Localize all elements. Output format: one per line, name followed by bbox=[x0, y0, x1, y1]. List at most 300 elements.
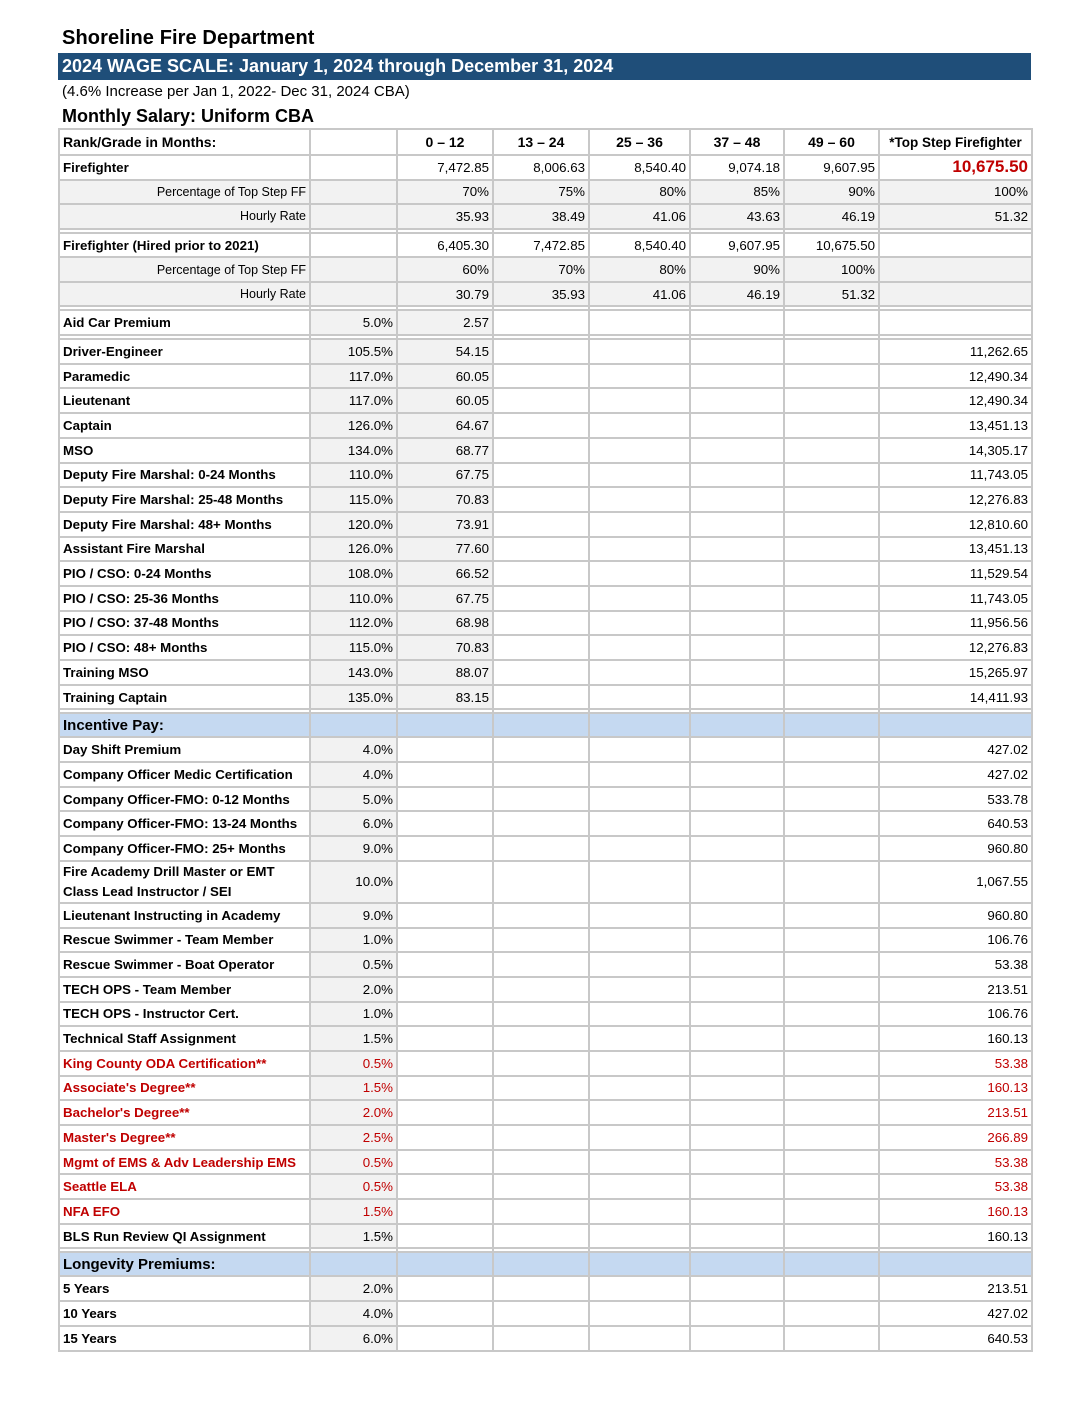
empty-cell bbox=[784, 861, 879, 903]
empty-cell bbox=[690, 487, 784, 512]
empty-cell bbox=[493, 364, 589, 389]
top-step-salary: 10,675.50 bbox=[879, 155, 1032, 180]
empty-cell bbox=[493, 737, 589, 762]
pct-step-2: 70% bbox=[493, 257, 589, 282]
row-hourly: 64.67 bbox=[397, 413, 493, 438]
row-label: Lieutenant bbox=[59, 388, 310, 413]
empty-cell bbox=[493, 811, 589, 836]
empty-cell bbox=[589, 635, 690, 660]
empty-cell bbox=[690, 811, 784, 836]
salary-step-1: 7,472.85 bbox=[397, 155, 493, 180]
empty-cell bbox=[589, 1326, 690, 1351]
empty-cell bbox=[784, 635, 879, 660]
empty-cell bbox=[690, 660, 784, 685]
empty-cell bbox=[690, 977, 784, 1002]
table-row-pio-cso-37-48-months bbox=[59, 611, 1032, 636]
hourly-step-1: 35.93 bbox=[397, 204, 493, 229]
table-row-tech-ops-team-member bbox=[59, 977, 1032, 1002]
empty-cell bbox=[493, 1076, 589, 1101]
row-label: Hourly Rate bbox=[59, 282, 310, 307]
empty-cell bbox=[690, 537, 784, 562]
row-pct: 115.0% bbox=[310, 487, 397, 512]
row-label: Percentage of Top Step FF bbox=[59, 257, 310, 282]
row-hourly: 73.91 bbox=[397, 512, 493, 537]
table-row-ff-prior-percentage bbox=[59, 257, 1032, 282]
empty-cell bbox=[784, 1026, 879, 1051]
empty-cell bbox=[397, 713, 493, 737]
empty-cell bbox=[493, 586, 589, 611]
ranks-section bbox=[59, 339, 1032, 713]
row-pct bbox=[310, 180, 397, 205]
row-pct: 4.0% bbox=[310, 737, 397, 762]
row-hourly: 2.57 bbox=[397, 310, 493, 335]
row-label: Master's Degree** bbox=[59, 1125, 310, 1150]
row-label: Company Officer Medic Certification bbox=[59, 762, 310, 787]
hourly-top: 51.32 bbox=[879, 204, 1032, 229]
empty-cell bbox=[784, 339, 879, 364]
row-monthly: 53.38 bbox=[879, 1150, 1032, 1175]
row-label: Training MSO bbox=[59, 660, 310, 685]
table-row-rescue-swimmer-boat-operator bbox=[59, 952, 1032, 977]
empty-cell bbox=[589, 737, 690, 762]
empty-cell bbox=[690, 1076, 784, 1101]
empty-cell bbox=[589, 1002, 690, 1027]
empty-cell bbox=[690, 1100, 784, 1125]
pct-step-3: 80% bbox=[589, 257, 690, 282]
empty-cell bbox=[589, 339, 690, 364]
row-pct: 108.0% bbox=[310, 561, 397, 586]
row-pct: 1.5% bbox=[310, 1076, 397, 1101]
empty-cell bbox=[784, 903, 879, 928]
row-pct: 135.0% bbox=[310, 685, 397, 710]
empty-cell bbox=[397, 1252, 493, 1276]
longevity-premiums-heading bbox=[59, 1252, 1032, 1276]
row-label: Mgmt of EMS & Adv Leadership EMS bbox=[59, 1150, 310, 1175]
empty-cell bbox=[589, 952, 690, 977]
empty-cell bbox=[397, 811, 493, 836]
row-label: Deputy Fire Marshal: 25-48 Months bbox=[59, 487, 310, 512]
row-pct: 112.0% bbox=[310, 611, 397, 636]
empty-cell bbox=[397, 1224, 493, 1249]
empty-cell bbox=[589, 611, 690, 636]
empty-cell bbox=[690, 512, 784, 537]
table-row-bachelor-s-degree bbox=[59, 1100, 1032, 1125]
empty-cell bbox=[493, 1002, 589, 1027]
empty-cell bbox=[784, 1276, 879, 1301]
empty-cell bbox=[690, 1276, 784, 1301]
row-label: Driver-Engineer bbox=[59, 339, 310, 364]
row-pct: 0.5% bbox=[310, 1051, 397, 1076]
row-pct: 1.5% bbox=[310, 1224, 397, 1249]
table-row-master-s-degree bbox=[59, 1125, 1032, 1150]
row-pct: 0.5% bbox=[310, 1174, 397, 1199]
row-pct: 2.5% bbox=[310, 1125, 397, 1150]
empty-cell bbox=[690, 611, 784, 636]
row-pct: 115.0% bbox=[310, 635, 397, 660]
empty-cell bbox=[397, 928, 493, 953]
empty-cell bbox=[589, 787, 690, 812]
empty-cell bbox=[589, 438, 690, 463]
hourly-step-4: 46.19 bbox=[690, 282, 784, 307]
empty-cell bbox=[493, 635, 589, 660]
table-row-firefighter-prior-2021 bbox=[59, 233, 1032, 258]
empty-cell bbox=[493, 1174, 589, 1199]
org-title: Shoreline Fire Department bbox=[62, 27, 315, 49]
empty-cell bbox=[784, 1100, 879, 1125]
empty-cell bbox=[784, 561, 879, 586]
empty-cell bbox=[589, 660, 690, 685]
table-row-lieutenant-instructing-in-academy bbox=[59, 903, 1032, 928]
empty-cell bbox=[589, 685, 690, 710]
table-row-nfa-efo bbox=[59, 1199, 1032, 1224]
row-label: PIO / CSO: 25-36 Months bbox=[59, 586, 310, 611]
header-pct bbox=[310, 129, 397, 155]
row-pct bbox=[310, 204, 397, 229]
top-step-salary bbox=[879, 233, 1032, 258]
row-label: Technical Staff Assignment bbox=[59, 1026, 310, 1051]
empty-cell bbox=[784, 1252, 879, 1276]
table-row-day-shift-premium bbox=[59, 737, 1032, 762]
row-label: Training Captain bbox=[59, 685, 310, 710]
empty-cell bbox=[589, 388, 690, 413]
header-top-step: *Top Step Firefighter bbox=[879, 129, 1032, 155]
row-pct: 126.0% bbox=[310, 537, 397, 562]
row-monthly: 15,265.97 bbox=[879, 660, 1032, 685]
row-monthly: 13,451.13 bbox=[879, 537, 1032, 562]
empty-cell bbox=[493, 1100, 589, 1125]
empty-cell bbox=[784, 1301, 879, 1326]
row-hourly: 83.15 bbox=[397, 685, 493, 710]
table-row-deputy-fire-marshal-0-24-months bbox=[59, 463, 1032, 488]
table-row-lieutenant bbox=[59, 388, 1032, 413]
empty-cell bbox=[784, 1150, 879, 1175]
empty-cell bbox=[690, 1002, 784, 1027]
empty-cell bbox=[690, 413, 784, 438]
empty-cell bbox=[493, 339, 589, 364]
table-row-mso bbox=[59, 438, 1032, 463]
empty-cell bbox=[493, 1224, 589, 1249]
empty-cell bbox=[493, 413, 589, 438]
row-label: Firefighter bbox=[59, 155, 310, 180]
empty-cell bbox=[784, 487, 879, 512]
table-row-longevity-10-years bbox=[59, 1301, 1032, 1326]
empty-cell bbox=[589, 512, 690, 537]
row-label: 5 Years bbox=[59, 1276, 310, 1301]
row-monthly: 12,490.34 bbox=[879, 388, 1032, 413]
empty-cell bbox=[397, 1276, 493, 1301]
row-hourly: 66.52 bbox=[397, 561, 493, 586]
empty-cell bbox=[784, 463, 879, 488]
empty-cell bbox=[690, 1026, 784, 1051]
wage-scale-page bbox=[58, 24, 1031, 1352]
table-row-firefighter bbox=[59, 155, 1032, 180]
row-label: PIO / CSO: 48+ Months bbox=[59, 635, 310, 660]
longevity-section bbox=[59, 1252, 1032, 1350]
hourly-step-5: 51.32 bbox=[784, 282, 879, 307]
empty-cell bbox=[397, 836, 493, 861]
table-row-fire-academy-drill-master-or-emt-class-lead-instructor-sei bbox=[59, 861, 1032, 903]
pct-top bbox=[879, 257, 1032, 282]
pct-step-4: 90% bbox=[690, 257, 784, 282]
empty-cell bbox=[784, 1051, 879, 1076]
empty-cell bbox=[690, 928, 784, 953]
empty-cell bbox=[397, 1326, 493, 1351]
empty-cell bbox=[690, 438, 784, 463]
table-row-pio-cso-0-24-months bbox=[59, 561, 1032, 586]
salary-step-4: 9,607.95 bbox=[690, 233, 784, 258]
header-step-5: 49 – 60 bbox=[784, 129, 879, 155]
empty-cell bbox=[589, 364, 690, 389]
empty-cell bbox=[397, 977, 493, 1002]
empty-cell bbox=[397, 952, 493, 977]
row-pct: 0.5% bbox=[310, 952, 397, 977]
row-pct: 9.0% bbox=[310, 836, 397, 861]
empty-cell bbox=[397, 1051, 493, 1076]
empty-cell bbox=[397, 1125, 493, 1150]
hourly-top bbox=[879, 282, 1032, 307]
empty-cell bbox=[397, 1199, 493, 1224]
row-label: Fire Academy Drill Master or EMT Class Lead Instructor / SEI bbox=[59, 861, 310, 903]
empty-cell bbox=[784, 1224, 879, 1249]
empty-cell bbox=[493, 487, 589, 512]
row-hourly: 60.05 bbox=[397, 388, 493, 413]
empty-cell bbox=[690, 861, 784, 903]
empty-cell bbox=[784, 660, 879, 685]
row-pct: 1.5% bbox=[310, 1199, 397, 1224]
empty-cell bbox=[493, 952, 589, 977]
table-row-company-officer-fmo-0-12-months bbox=[59, 787, 1032, 812]
empty-cell bbox=[690, 1125, 784, 1150]
empty-cell bbox=[589, 487, 690, 512]
empty-cell bbox=[493, 836, 589, 861]
row-label: Paramedic bbox=[59, 364, 310, 389]
row-monthly: 106.76 bbox=[879, 928, 1032, 953]
row-monthly: 53.38 bbox=[879, 1051, 1032, 1076]
hourly-step-1: 30.79 bbox=[397, 282, 493, 307]
row-pct: 1.0% bbox=[310, 1002, 397, 1027]
table-row-training-captain bbox=[59, 685, 1032, 710]
section-heading: Longevity Premiums: bbox=[59, 1252, 310, 1276]
empty-cell bbox=[493, 1051, 589, 1076]
empty-cell bbox=[784, 737, 879, 762]
row-monthly: 11,743.05 bbox=[879, 586, 1032, 611]
row-monthly: 960.80 bbox=[879, 903, 1032, 928]
row-label: BLS Run Review QI Assignment bbox=[59, 1224, 310, 1249]
hourly-step-5: 46.19 bbox=[784, 204, 879, 229]
row-label: TECH OPS - Team Member bbox=[59, 977, 310, 1002]
empty-cell bbox=[589, 1076, 690, 1101]
empty-cell bbox=[493, 537, 589, 562]
pct-step-3: 80% bbox=[589, 180, 690, 205]
empty-cell bbox=[784, 713, 879, 737]
empty-cell bbox=[784, 1125, 879, 1150]
table-row-ff-hourly bbox=[59, 204, 1032, 229]
row-monthly: 427.02 bbox=[879, 1301, 1032, 1326]
empty-cell bbox=[397, 1301, 493, 1326]
empty-cell bbox=[397, 1076, 493, 1101]
empty-cell bbox=[784, 762, 879, 787]
empty-cell bbox=[879, 713, 1032, 737]
row-monthly: 12,810.60 bbox=[879, 512, 1032, 537]
row-monthly: 11,262.65 bbox=[879, 339, 1032, 364]
empty-cell bbox=[589, 1301, 690, 1326]
header-step-3: 25 – 36 bbox=[589, 129, 690, 155]
empty-cell bbox=[690, 787, 784, 812]
empty-cell bbox=[397, 861, 493, 903]
empty-cell bbox=[690, 561, 784, 586]
row-monthly: 11,529.54 bbox=[879, 561, 1032, 586]
row-pct: 1.0% bbox=[310, 928, 397, 953]
hourly-step-3: 41.06 bbox=[589, 204, 690, 229]
row-pct: 134.0% bbox=[310, 438, 397, 463]
pct-step-5: 90% bbox=[784, 180, 879, 205]
row-label: Lieutenant Instructing in Academy bbox=[59, 903, 310, 928]
empty-cell bbox=[589, 1026, 690, 1051]
empty-cell bbox=[784, 438, 879, 463]
row-label: Percentage of Top Step FF bbox=[59, 180, 310, 205]
row-label: NFA EFO bbox=[59, 1199, 310, 1224]
empty-cell bbox=[690, 1150, 784, 1175]
empty-cell bbox=[589, 586, 690, 611]
row-pct: 126.0% bbox=[310, 413, 397, 438]
row-pct: 110.0% bbox=[310, 586, 397, 611]
row-monthly: 12,276.83 bbox=[879, 635, 1032, 660]
row-pct: 6.0% bbox=[310, 1326, 397, 1351]
row-monthly: 14,305.17 bbox=[879, 438, 1032, 463]
row-pct: 0.5% bbox=[310, 1150, 397, 1175]
row-hourly: 68.77 bbox=[397, 438, 493, 463]
table-row-ff-prior-hourly bbox=[59, 282, 1032, 307]
row-hourly: 67.75 bbox=[397, 586, 493, 611]
empty-cell bbox=[493, 928, 589, 953]
row-pct: 5.0% bbox=[310, 787, 397, 812]
table-row-longevity-5-years bbox=[59, 1276, 1032, 1301]
empty-cell bbox=[589, 762, 690, 787]
row-pct bbox=[310, 257, 397, 282]
empty-cell bbox=[589, 1125, 690, 1150]
empty-cell bbox=[493, 762, 589, 787]
table-row-king-county-oda-certification bbox=[59, 1051, 1032, 1076]
table-row-company-officer-fmo-25-months bbox=[59, 836, 1032, 861]
row-monthly: 11,956.56 bbox=[879, 611, 1032, 636]
empty-cell bbox=[589, 1150, 690, 1175]
empty-cell bbox=[690, 1051, 784, 1076]
row-label: Company Officer-FMO: 13-24 Months bbox=[59, 811, 310, 836]
row-pct: 117.0% bbox=[310, 364, 397, 389]
salary-step-2: 7,472.85 bbox=[493, 233, 589, 258]
empty-cell bbox=[690, 586, 784, 611]
empty-cell bbox=[589, 861, 690, 903]
empty-cell bbox=[589, 903, 690, 928]
row-monthly: 14,411.93 bbox=[879, 685, 1032, 710]
empty-cell bbox=[690, 713, 784, 737]
empty-cell bbox=[493, 1199, 589, 1224]
row-monthly: 427.02 bbox=[879, 737, 1032, 762]
row-pct: 9.0% bbox=[310, 903, 397, 928]
empty-cell bbox=[690, 1326, 784, 1351]
table-row-ff-percentage bbox=[59, 180, 1032, 205]
pct-step-5: 100% bbox=[784, 257, 879, 282]
row-pct: 2.0% bbox=[310, 977, 397, 1002]
header-rank-grade: Rank/Grade in Months: bbox=[59, 129, 310, 155]
empty-cell bbox=[690, 388, 784, 413]
empty-cell bbox=[784, 364, 879, 389]
row-pct: 120.0% bbox=[310, 512, 397, 537]
row-pct: 6.0% bbox=[310, 811, 397, 836]
empty-cell bbox=[493, 438, 589, 463]
empty-cell bbox=[589, 1276, 690, 1301]
table-row-driver-engineer bbox=[59, 339, 1032, 364]
empty-cell bbox=[690, 1301, 784, 1326]
row-label: King County ODA Certification** bbox=[59, 1051, 310, 1076]
empty-cell bbox=[493, 903, 589, 928]
empty-cell bbox=[784, 928, 879, 953]
empty-cell bbox=[690, 339, 784, 364]
empty-cell bbox=[589, 413, 690, 438]
row-monthly: 13,451.13 bbox=[879, 413, 1032, 438]
empty-cell bbox=[589, 561, 690, 586]
increase-note: (4.6% Increase per Jan 1, 2022- Dec 31, 2024 CBA) bbox=[62, 83, 410, 100]
row-monthly: 533.78 bbox=[879, 787, 1032, 812]
empty-cell bbox=[310, 1252, 397, 1276]
row-hourly: 60.05 bbox=[397, 364, 493, 389]
row-pct: 10.0% bbox=[310, 861, 397, 903]
row-pct: 5.0% bbox=[310, 310, 397, 335]
empty-cell bbox=[493, 512, 589, 537]
row-label: Assistant Fire Marshal bbox=[59, 537, 310, 562]
row-hourly: 77.60 bbox=[397, 537, 493, 562]
table-row-deputy-fire-marshal-25-48-months bbox=[59, 487, 1032, 512]
row-monthly: 160.13 bbox=[879, 1076, 1032, 1101]
pct-step-4: 85% bbox=[690, 180, 784, 205]
empty-cell bbox=[493, 1326, 589, 1351]
empty-cell bbox=[690, 762, 784, 787]
row-monthly: 213.51 bbox=[879, 977, 1032, 1002]
empty-cell bbox=[493, 660, 589, 685]
table-row-pio-cso-48-months bbox=[59, 635, 1032, 660]
empty-cell bbox=[397, 787, 493, 812]
empty-cell bbox=[690, 1252, 784, 1276]
empty-cell bbox=[690, 737, 784, 762]
row-monthly: 160.13 bbox=[879, 1199, 1032, 1224]
hourly-step-2: 35.93 bbox=[493, 282, 589, 307]
empty-cell bbox=[784, 836, 879, 861]
row-pct bbox=[310, 233, 397, 258]
row-label: Day Shift Premium bbox=[59, 737, 310, 762]
empty-cell bbox=[589, 1224, 690, 1249]
empty-cell bbox=[784, 977, 879, 1002]
row-pct bbox=[310, 155, 397, 180]
salary-step-3: 8,540.40 bbox=[589, 155, 690, 180]
row-label: PIO / CSO: 0-24 Months bbox=[59, 561, 310, 586]
hourly-step-3: 41.06 bbox=[589, 282, 690, 307]
header-step-2: 13 – 24 bbox=[493, 129, 589, 155]
empty-cell bbox=[589, 537, 690, 562]
row-monthly: 11,743.05 bbox=[879, 463, 1032, 488]
table-row-assistant-fire-marshal bbox=[59, 537, 1032, 562]
empty-cell bbox=[879, 1252, 1032, 1276]
row-pct: 143.0% bbox=[310, 660, 397, 685]
row-label: Bachelor's Degree** bbox=[59, 1100, 310, 1125]
empty-cell bbox=[397, 1150, 493, 1175]
row-monthly: 160.13 bbox=[879, 1026, 1032, 1051]
empty-cell bbox=[784, 1174, 879, 1199]
section-heading: Incentive Pay: bbox=[59, 713, 310, 737]
row-monthly: 640.53 bbox=[879, 1326, 1032, 1351]
empty-cell bbox=[784, 1002, 879, 1027]
empty-cell bbox=[690, 903, 784, 928]
row-pct: 110.0% bbox=[310, 463, 397, 488]
